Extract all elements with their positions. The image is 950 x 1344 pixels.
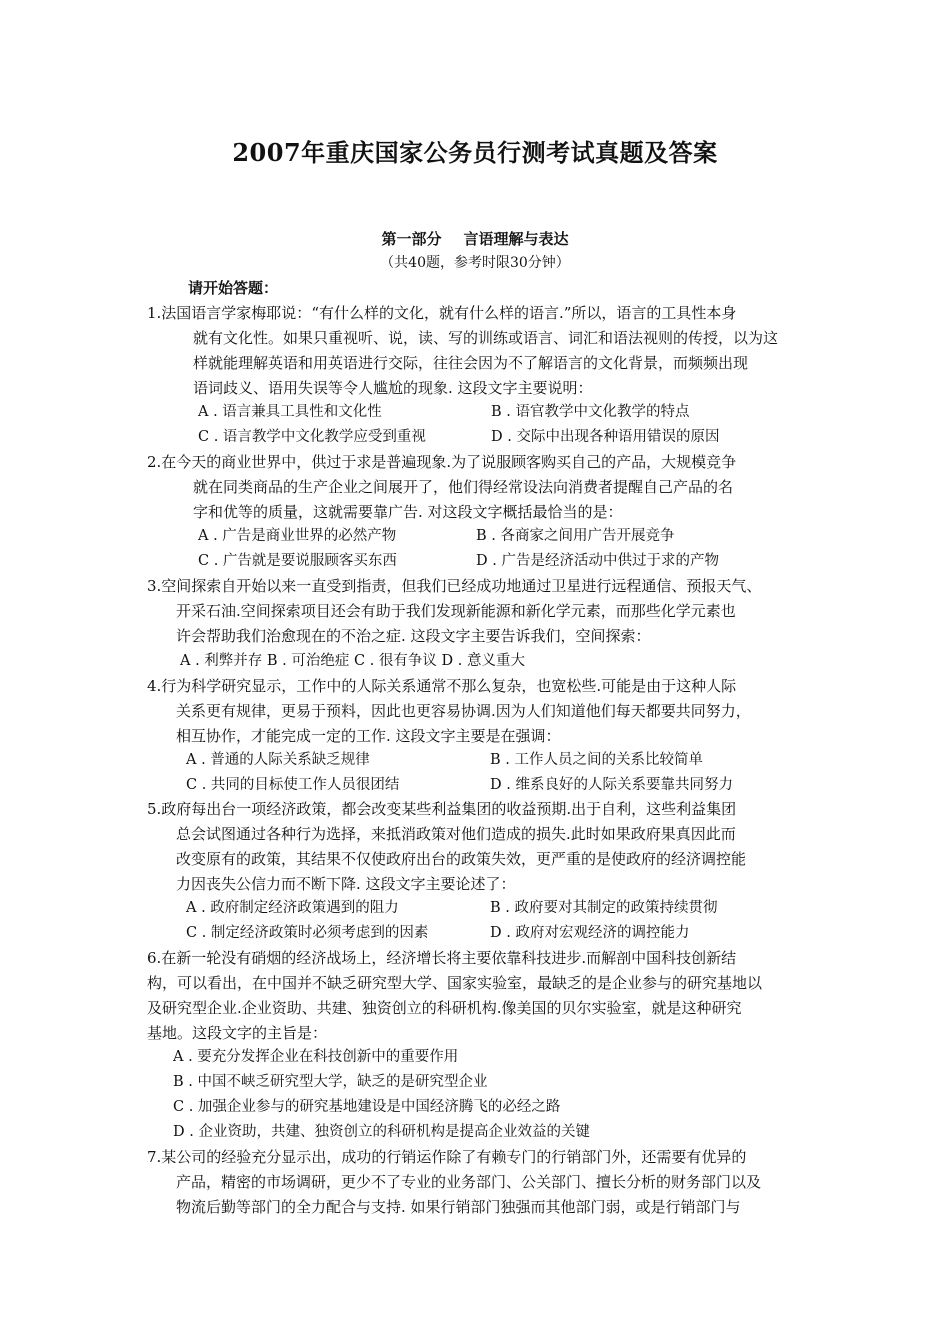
option-c: C . 共同的目标使工作人员很团结 bbox=[186, 777, 400, 793]
question-text-line: 构，可以看出，在中国并不缺乏研究型大学、国家实验室，最缺乏的是企业参与的研究基地以 bbox=[147, 974, 763, 992]
option-c: C . 制定经济政策时必须考虑到的因素 bbox=[186, 925, 429, 941]
option-c: C . 广告就是要说服顾客买东西 bbox=[198, 553, 397, 569]
question-text-line: 样就能理解英语和用英语进行交际，往往会因为不了解语言的文化背景，而频频出现 bbox=[193, 354, 749, 372]
document-title: 2007年重庆国家公务员行测考试真题及答案 bbox=[232, 138, 718, 167]
option-b: B . 工作人员之间的关系比较简单 bbox=[490, 752, 703, 768]
section-heading bbox=[0, 228, 950, 249]
option-b: B . 政府要对其制定的政策持续贯彻 bbox=[490, 900, 718, 916]
question-text-line: 就有文化性。如果只重视听、说，读、写的训练或语言、词汇和语法视则的传授，以为这 bbox=[193, 329, 779, 347]
option-b: B . 中国不峡乏研究型大学，缺乏的是研究型企业 bbox=[173, 1074, 488, 1090]
question-text-line: 关系更有规律，更易于预料，因此也更容易协调.因为人们知道他们每天都要共同努力， bbox=[176, 702, 751, 720]
question-text-line: 许会帮助我们治愈现在的不治之症. 这段文字主要告诉我们，空间探索： bbox=[176, 627, 651, 645]
option-a: A . 要充分发挥企业在科技创新中的重要作用 bbox=[173, 1049, 459, 1065]
option-d: D . 广告是经济活动中供过于求的产物 bbox=[476, 553, 719, 569]
section-part: 第一部分 bbox=[381, 230, 442, 248]
question-text-line: 及研究型企业.企业资助、共建、独资创立的科研机构.像美国的贝尔实验室，就是这种研究 bbox=[147, 999, 742, 1017]
options-inline: A . 利弊并存 B . 可治绝症 C . 很有争议 D . 意义重大 bbox=[180, 653, 525, 669]
question-text-line: 力因丧失公信力而不断下降. 这段文字主要论述了： bbox=[176, 875, 516, 893]
option-a: A . 语言兼具工具性和文化性 bbox=[198, 404, 382, 420]
question-text-line: 6.在新一轮没有硝烟的经济战场上，经济增长将主要依靠科技进步.而解剖中国科技创新结 bbox=[147, 949, 737, 967]
option-d: D . 交际中出现各种语用错误的原因 bbox=[491, 429, 720, 445]
option-d: D . 维系良好的人际关系要靠共同努力 bbox=[490, 777, 733, 793]
question-text-line: 4.行为科学研究显示，工作中的人际关系通常不那么复杂，也宽松些.可能是由于这种人际 bbox=[147, 677, 737, 695]
question-text-line: 1.法国语言学家梅耶说：“有什么样的文化，就有什么样的语言.”所以，语言的工具性本身 bbox=[147, 304, 737, 322]
option-b: B . 语官教学中文化教学的特点 bbox=[491, 404, 690, 420]
option-d: D . 政府对宏观经济的调控能力 bbox=[490, 925, 690, 941]
question-text-line: 就在同类商品的生产企业之间展开了，他们得经常设法向消费者提醒自己产品的名 bbox=[193, 478, 734, 496]
question-text-line: 产品，精密的市场调研，更少不了专业的业务部门、公关部门、擅长分析的财务部门以及 bbox=[176, 1173, 762, 1191]
option-c: C . 加强企业参与的研究基地建设是中国经济腾飞的必经之路 bbox=[173, 1099, 561, 1115]
question-text-line: 5.政府每出台一项经济政策，都会改变某些利益集团的收益预期.出于自利，这些利益集团 bbox=[147, 800, 737, 818]
question-text-line: 改变原有的政策，其结果不仅使政府出台的政策失效，更严重的是使政府的经济调控能 bbox=[176, 850, 747, 868]
section-name: 言语理解与表达 bbox=[463, 230, 569, 248]
option-d: D . 企业资助，共建、独资创立的科研机构是提高企业效益的关键 bbox=[173, 1124, 590, 1140]
question-text-line: 物流后勤等部门的全力配合与支持. 如果行销部门独强而其他部门弱，或是行销部门与 bbox=[176, 1198, 741, 1216]
question-text-line: 开采石油.空间探索项目还会有助于我们发现新能源和新化学元素，而那些化学元素也 bbox=[176, 602, 736, 620]
question-text-line: 语词歧义、语用失误等令人尴尬的现象. 这段文字主要说明： bbox=[193, 379, 593, 397]
question-text-line: 基地。这段文字的主旨是： bbox=[147, 1024, 328, 1042]
option-b: B . 各商家之间用广告开展竞争 bbox=[476, 528, 675, 544]
section-note: （共40题，参考时限30分钟） bbox=[380, 255, 570, 271]
option-c: C . 语言教学中文化教学应受到重视 bbox=[198, 429, 426, 445]
question-text-line: 2.在今天的商业世界中，供过于求是普遍现象.为了说服顾客购买自己的产品，大规模竞争 bbox=[147, 453, 737, 471]
question-text-line: 相互协作，才能完成一定的工作. 这段文字主要是在强调： bbox=[176, 727, 561, 745]
question-text-line: 字和优等的质量，这就需要靠广告. 对这段文字概括最恰当的是： bbox=[193, 503, 623, 521]
question-text-line: 总会试图通过各种行为选择，来抵消政策对他们造成的损失.此时如果政府果真因此而 bbox=[176, 825, 736, 843]
option-a: A . 普通的人际关系缺乏规律 bbox=[186, 752, 370, 768]
option-a: A . 政府制定经济政策遇到的阻力 bbox=[186, 900, 399, 916]
start-label: 请开始答题： bbox=[188, 279, 279, 297]
question-text-line: 3.空间探索自开始以来一直受到指责，但我们已经成功地通过卫星进行远程通信、预报天气、 bbox=[147, 577, 762, 595]
question-text-line: 7.某公司的经验充分显示出，成功的行销运作除了有赖专门的行销部门外，还需要有优异的 bbox=[147, 1148, 747, 1166]
option-a: A . 广告是商业世界的必然产物 bbox=[198, 528, 397, 544]
